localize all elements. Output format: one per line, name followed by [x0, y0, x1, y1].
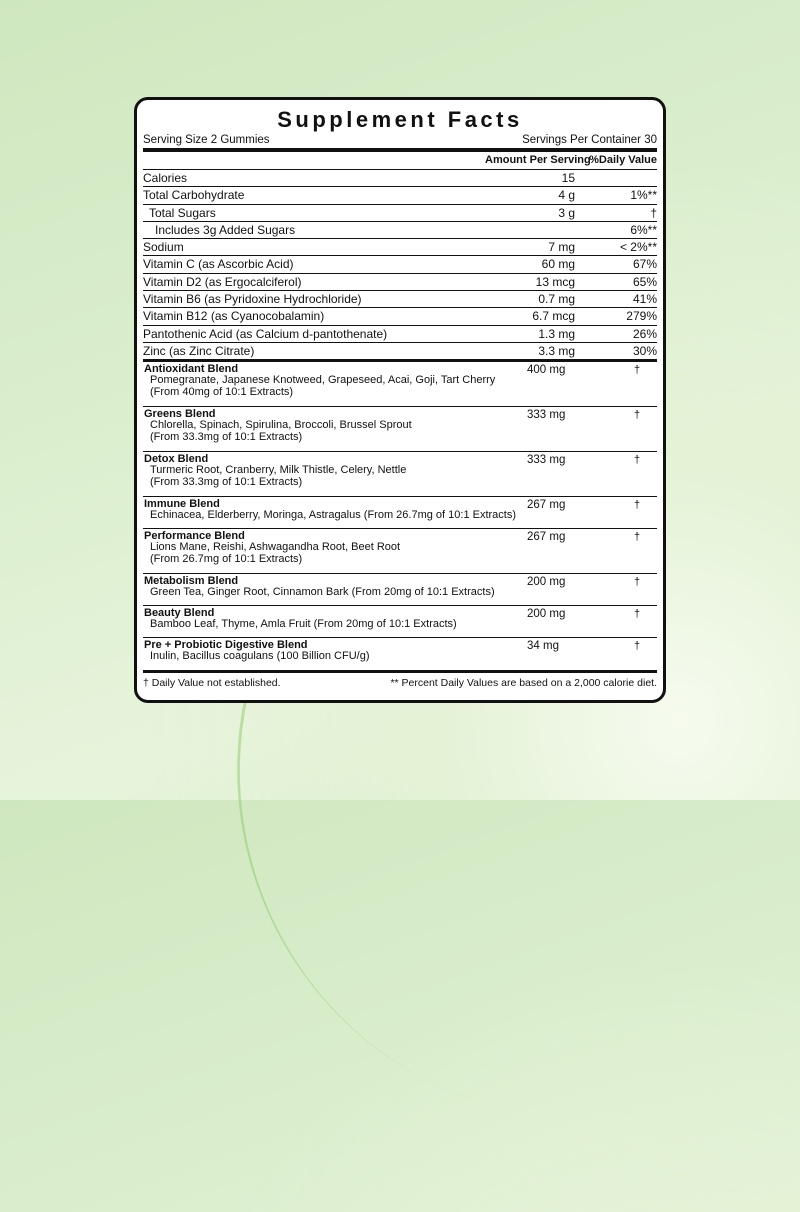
blend-row: Detox Blend Turmeric Root, Cranberry, Milk Thistle, Celery, Nettle (From 33.3mg of 10:1 Extracts) 333 mg †	[143, 452, 657, 497]
footnotes	[143, 673, 657, 693]
footnote-dagger: † Daily Value not established.	[143, 676, 281, 689]
nutrient-list	[143, 170, 657, 362]
nutrient-row: Sodium 7 mg < 2%**	[143, 239, 657, 256]
nutrient-row: Includes 3g Added Sugars 6%**	[143, 222, 657, 239]
dv-header: %Daily Value	[589, 154, 657, 166]
blend-row: Greens Blend Chlorella, Spinach, Spirulina, Broccoli, Brussel Sprout (From 33.3mg of 10:1 Extracts) 333 mg †	[143, 407, 657, 452]
servings-per-container: Servings Per Container 30	[522, 134, 657, 146]
amount-header: Amount Per Serving	[485, 154, 591, 166]
blend-row: Immune Blend Echinacea, Elderberry, Moringa, Astragalus (From 26.7mg of 10:1 Extracts) 267 mg †	[143, 497, 657, 529]
blend-row: Beauty Blend Bamboo Leaf, Thyme, Amla Fruit (From 20mg of 10:1 Extracts) 200 mg †	[143, 606, 657, 638]
nutrient-row: Pantothenic Acid (as Calcium d-pantothenate) 1.3 mg 26%	[143, 326, 657, 343]
panel-title: Supplement Facts	[277, 107, 523, 132]
supplement-facts-panel	[134, 97, 666, 703]
blend-list	[143, 362, 657, 673]
nutrient-row: Total Sugars 3 g †	[143, 205, 657, 222]
footnote-percent: ** Percent Daily Values are based on a 2,000 calorie diet.	[390, 676, 657, 689]
nutrient-row: Calories 15	[143, 170, 657, 187]
blend-row: Performance Blend Lions Mane, Reishi, Ashwagandha Root, Beet Root (From 26.7mg of 10:1 Extracts) 267 mg †	[143, 529, 657, 574]
nutrient-row: Vitamin B6 (as Pyridoxine Hydrochloride) 0.7 mg 41%	[143, 291, 657, 308]
nutrient-row: Vitamin B12 (as Cyanocobalamin) 6.7 mcg 279%	[143, 308, 657, 325]
blend-row: Antioxidant Blend Pomegranate, Japanese Knotweed, Grapeseed, Acai, Goji, Tart Cherry (From 40mg of 10:1 Extracts) 400 mg †	[143, 362, 657, 407]
nutrient-row: Zinc (as Zinc Citrate) 3.3 mg 30%	[143, 343, 657, 362]
column-header	[143, 152, 657, 170]
serving-info	[143, 132, 657, 152]
nutrient-row: Total Carbohydrate 4 g 1%**	[143, 187, 657, 204]
blend-row: Metabolism Blend Green Tea, Ginger Root, Cinnamon Bark (From 20mg of 10:1 Extracts) 200 mg †	[143, 574, 657, 606]
blend-row: Pre + Probiotic Digestive Blend Inulin, Bacillus coagulans (100 Billion CFU/g) 34 mg †	[143, 638, 657, 673]
nutrient-row: Vitamin D2 (as Ergocalciferol) 13 mcg 65%	[143, 274, 657, 291]
serving-size: Serving Size 2 Gummies	[143, 134, 270, 146]
nutrient-row: Vitamin C (as Ascorbic Acid) 60 mg 67%	[143, 256, 657, 273]
